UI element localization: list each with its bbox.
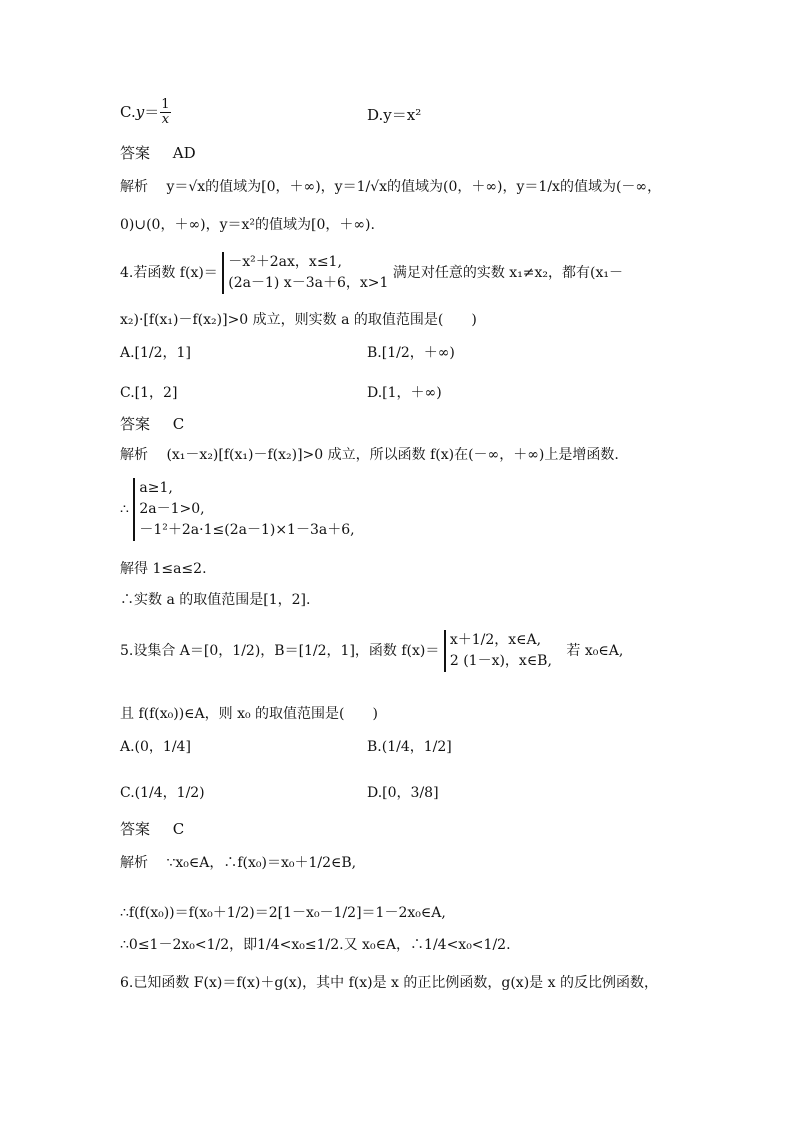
answer-label: 答案 (120, 415, 151, 433)
q4-system: ∴ a≥1, 2a－1>0, －1²＋2a·1≤(2a－1)×1－3a＋6, (120, 478, 355, 541)
answer-value: C (172, 820, 185, 838)
analysis-label: 解析 (120, 855, 148, 871)
q4-case2: (2a－1) x－3a＋6，x>1 (228, 275, 389, 291)
q4-stem-line1: 4.若函数 f(x)＝ －x²＋2ax，x≤1, (2a－1) x－3a＋6，x>1 满足对任意的实数 x₁≠x₂，都有(x₁－ (120, 252, 623, 294)
q5-option-b: B.(1/4，1/2] (367, 739, 452, 755)
q5-case2: 2 (1－x)，x∈B, (449, 653, 552, 669)
q3-option-d: D.y＝x² (367, 106, 422, 124)
analysis-label: 解析 (120, 179, 148, 195)
q4-option-d: D.[1，＋∞) (367, 385, 442, 401)
answer-label: 答案 (120, 820, 151, 838)
answer-value: AD (172, 144, 196, 162)
q4-solve: 解得 1≤a≤2. (120, 561, 207, 577)
q5-case1: x＋1/2，x∈A, (449, 632, 542, 648)
q5-stem-line2: 且 f(f(x₀))∈A，则 x₀ 的取值范围是( ) (120, 706, 378, 722)
q5-option-d: D.[0，3/8] (367, 785, 439, 801)
q4-analysis-line1: 解析 (x₁－x₂)[f(x₁)－f(x₂)]>0 成立，所以函数 f(x)在(－∞，＋∞)上是增函数. (120, 447, 619, 463)
q5-analysis-line1: 解析 ∵x₀∈A，∴f(x₀)＝x₀＋1/2∈B, (120, 855, 357, 871)
q5-answer (120, 822, 184, 837)
q5-option-c: C.(1/4，1/2) (120, 785, 205, 801)
analysis-label: 解析 (120, 447, 148, 463)
q6-stem: 6.已知函数 F(x)＝f(x)＋g(x)，其中 f(x)是 x 的正比例函数，g(x)是 x 的反比例函数， (120, 975, 658, 991)
q4-option-b: B.[1/2，＋∞) (367, 345, 455, 361)
q4-stem-line2: x₂)·[f(x₁)－f(x₂)]>0 成立，则实数 a 的取值范围是( ) (120, 312, 477, 328)
q5-stem-line1: 5.设集合 A＝[0，1/2)，B＝[1/2，1]，函数 f(x)＝ x＋1/2，x∈A, 2 (1－x)，x∈B, 若 x₀∈A, (120, 630, 623, 672)
q4-option-c: C.[1，2] (120, 385, 178, 401)
q4-answer (120, 417, 184, 432)
answer-label: 答案 (120, 144, 151, 162)
q4-case1: －x²＋2ax，x≤1, (228, 254, 342, 270)
q5-option-a: A.(0，1/4] (120, 739, 191, 755)
q5-analysis-line3: ∴0≤1－2x₀<1/2，即1/4<x₀≤1/2.又 x₀∈A，∴1/4<x₀<1/2. (120, 937, 511, 953)
q3-answer (120, 146, 196, 161)
q3-analysis-line1: 解析 y＝√x的值域为[0，＋∞)，y＝1/√x的值域为(0，＋∞)，y＝1/x的值域为(－∞， (120, 179, 662, 195)
q4-conclusion: ∴实数 a 的取值范围是[1，2]. (120, 592, 311, 608)
answer-value: C (172, 415, 185, 433)
q5-analysis-line2: ∴f(f(x₀))＝f(x₀＋1/2)＝2[1－x₀－1/2]＝1－2x₀∈A, (120, 905, 446, 921)
q4-option-a: A.[1/2，1] (120, 345, 191, 361)
q3-analysis-line2: 0)∪(0，＋∞)，y＝x²的值域为[0，＋∞). (120, 217, 375, 233)
q3-option-c: C.y＝ $\frac{1}{x}$ (120, 97, 170, 128)
